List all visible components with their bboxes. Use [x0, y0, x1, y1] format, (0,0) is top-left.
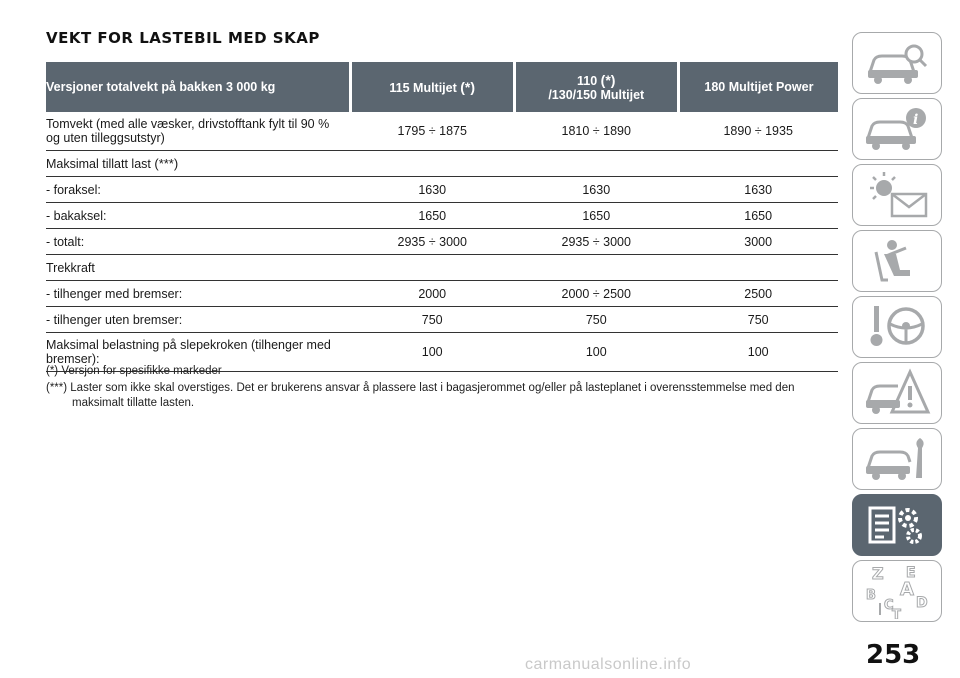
- alphabet-index-icon: [862, 563, 932, 619]
- watermark: carmanualsonline.info: [525, 656, 692, 673]
- key-steering-icon: [862, 302, 932, 352]
- cell-value: 100: [678, 333, 838, 372]
- cell-value: 2000 ÷ 2500: [514, 281, 678, 307]
- table-row: [46, 229, 838, 255]
- tab-car-info[interactable]: [852, 98, 942, 160]
- alphabet-letter: Z: [872, 564, 884, 583]
- alphabet-letter: B: [866, 588, 876, 603]
- cell-value: [514, 151, 678, 177]
- cell-value: 2935 ÷ 3000: [350, 229, 514, 255]
- cell-value: 1650: [514, 203, 678, 229]
- cell-value: 100: [350, 333, 514, 372]
- table-row: [46, 307, 838, 333]
- alphabet-letter: D: [916, 595, 928, 611]
- table-row: [46, 203, 838, 229]
- tab-maintenance[interactable]: [852, 428, 942, 490]
- cell-value: [350, 151, 514, 177]
- table-row: [46, 177, 838, 203]
- specs-gears-icon: [862, 500, 932, 550]
- row-label: - tilhenger uten bremser:: [46, 307, 350, 333]
- row-label: - bakaksel:: [46, 203, 350, 229]
- row-label: Maksimal belastning på slepekroken (tilhenger med bremser):: [46, 333, 350, 372]
- alphabet-letter: T: [892, 608, 901, 619]
- cell-value: 1795 ÷ 1875: [350, 112, 514, 151]
- row-label: Tomvekt (med alle væsker, drivstofftank fylt til 90 % og uten tilleggsutstyr): [46, 112, 350, 151]
- cell-value: 1650: [678, 203, 838, 229]
- cell-value: [678, 151, 838, 177]
- table-header-row: [46, 62, 838, 112]
- cell-value: [350, 255, 514, 281]
- header-110-130-150-multijet: 110 (*) /130/150 Multijet: [514, 62, 678, 112]
- tab-car-search[interactable]: [852, 32, 942, 94]
- cell-value: 1890 ÷ 1935: [678, 112, 838, 151]
- tab-warning-lights[interactable]: [852, 164, 942, 226]
- alphabet-letter: C: [884, 598, 894, 613]
- cell-value: 1650: [350, 203, 514, 229]
- weights-table: [46, 62, 838, 372]
- row-label: - foraksel:: [46, 177, 350, 203]
- car-info-icon: [862, 104, 932, 154]
- table-row: [46, 255, 838, 281]
- header-115-multijet: 115 Multijet (*): [350, 62, 514, 112]
- footnotes: [46, 364, 841, 413]
- cell-value: 1630: [514, 177, 678, 203]
- cell-value: 1630: [678, 177, 838, 203]
- chapter-sidebar: [852, 32, 946, 626]
- tab-index[interactable]: [852, 560, 942, 622]
- cell-value: 3000: [678, 229, 838, 255]
- warning-lights-icon: [862, 170, 932, 220]
- cell-value: 2000: [350, 281, 514, 307]
- cell-value: 1630: [350, 177, 514, 203]
- cell-value: [678, 255, 838, 281]
- cell-value: 100: [514, 333, 678, 372]
- cell-value: 2935 ÷ 3000: [514, 229, 678, 255]
- cell-value: [514, 255, 678, 281]
- tab-safety[interactable]: [852, 230, 942, 292]
- cell-value: 1810 ÷ 1890: [514, 112, 678, 151]
- table-row: [46, 151, 838, 177]
- header-180-multijet-power: 180 Multijet Power: [678, 62, 838, 112]
- cell-value: 750: [350, 307, 514, 333]
- cell-value: 750: [678, 307, 838, 333]
- row-label: - tilhenger med bremser:: [46, 281, 350, 307]
- cell-value: 750: [514, 307, 678, 333]
- header-versions: Versjoner totalvekt på bakken 3 000 kg: [46, 62, 350, 112]
- car-search-icon: [862, 38, 932, 88]
- page-title: VEKT FOR LASTEBIL MED SKAP: [46, 29, 320, 47]
- row-label: - totalt:: [46, 229, 350, 255]
- row-label: Trekkraft: [46, 255, 350, 281]
- page-number: 253: [866, 640, 921, 670]
- tab-starting-driving[interactable]: [852, 296, 942, 358]
- alphabet-letter: A: [900, 579, 914, 600]
- footnote-markets: (*) Versjon for spesifikke markeder: [46, 365, 222, 377]
- row-label: Maksimal tillatt last (***): [46, 151, 350, 177]
- table-row: [46, 281, 838, 307]
- footnote-load-limits: (***) Laster som ikke skal overstiges. Det er brukerens ansvar å plassere last i bagasjerommet og/eller på lasteplanet i overensstemmelse med den maksimalt tillatte lasten.: [46, 382, 795, 409]
- tab-emergency[interactable]: [852, 362, 942, 424]
- car-wrench-icon: [862, 434, 932, 484]
- car-warning-triangle-icon: [862, 368, 932, 418]
- cell-value: 2500: [678, 281, 838, 307]
- table-row: [46, 112, 838, 151]
- airbag-seat-icon: [862, 236, 932, 286]
- svg-text:i: i: [913, 112, 919, 128]
- tab-technical-specifications[interactable]: [852, 494, 942, 556]
- alphabet-letter: E: [906, 565, 916, 581]
